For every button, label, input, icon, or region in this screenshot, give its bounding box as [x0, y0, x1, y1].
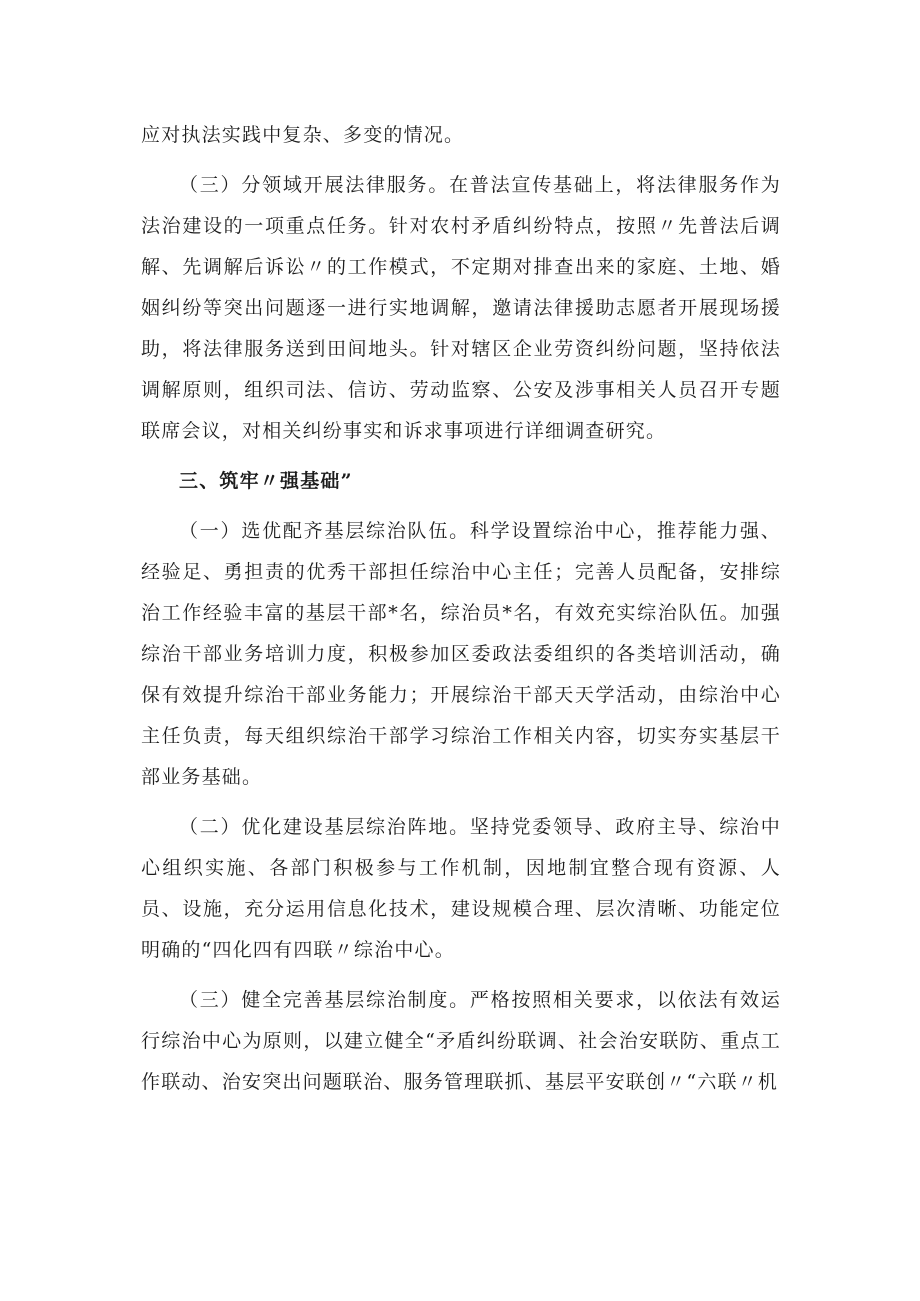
paragraph-team: （一）选优配齐基层综治队伍。科学设置综治中心，推荐能力强、经验足、勇担责的优秀干部担任综治中心主任；完善人员配备，安排综治工作经验丰富的基层干部*名，综治员*名，有效充实综治队伍。加强综治干部业务培训力度，积极参加区委政法委组织的各类培训活动，确保有效提升综治干部业务能力；开展综治干部天天学活动，由综治中心主任负责，每天组织综治干部学习综治工作相关内容，切实夯实基层干部业务基础。 [141, 520, 781, 788]
paragraph-continuation: 应对执法实践中复杂、多变的情况。 [141, 124, 465, 146]
document-body [141, 115, 781, 1103]
section-heading-three: 三、筑牢〃强基础” [179, 470, 353, 492]
paragraph-system: （三）健全完善基层综治制度。严格按照相关要求，以依法有效运行综治中心为原则，以建立健全“矛盾纠纷联调、社会治安联防、重点工作联动、治安突出问题联治、服务管理联抓、基层平安联创〃“六联〃机 [141, 989, 781, 1093]
paragraph-legal-services: （三）分领域开展法律服务。在普法宣传基础上，将法律服务作为法治建设的一项重点任务。针对农村矛盾纠纷特点，按照〃先普法后调解、先调解后诉讼〃的工作模式，不定期对排查出来的家庭、土地、婚姻纠纷等突出问题逐一进行实地调解，邀请法律援助志愿者开展现场援助，将法律服务送到田间地头。针对辖区企业劳资纠纷问题，坚持依法调解原则，组织司法、信访、劳动监察、公安及涉事相关人员召开专题联席会议，对相关纠纷事实和诉求事项进行详细调查研究。 [141, 174, 781, 442]
paragraph-position: （二）优化建设基层综治阵地。坚持党委领导、政府主导、综治中心组织实施、各部门积极参与工作机制，因地制宜整合现有资源、人员、设施，充分运用信息化技术，建设规模合理、层次清晰、功能定位明确的“四化四有四联〃综治中心。 [141, 816, 781, 961]
